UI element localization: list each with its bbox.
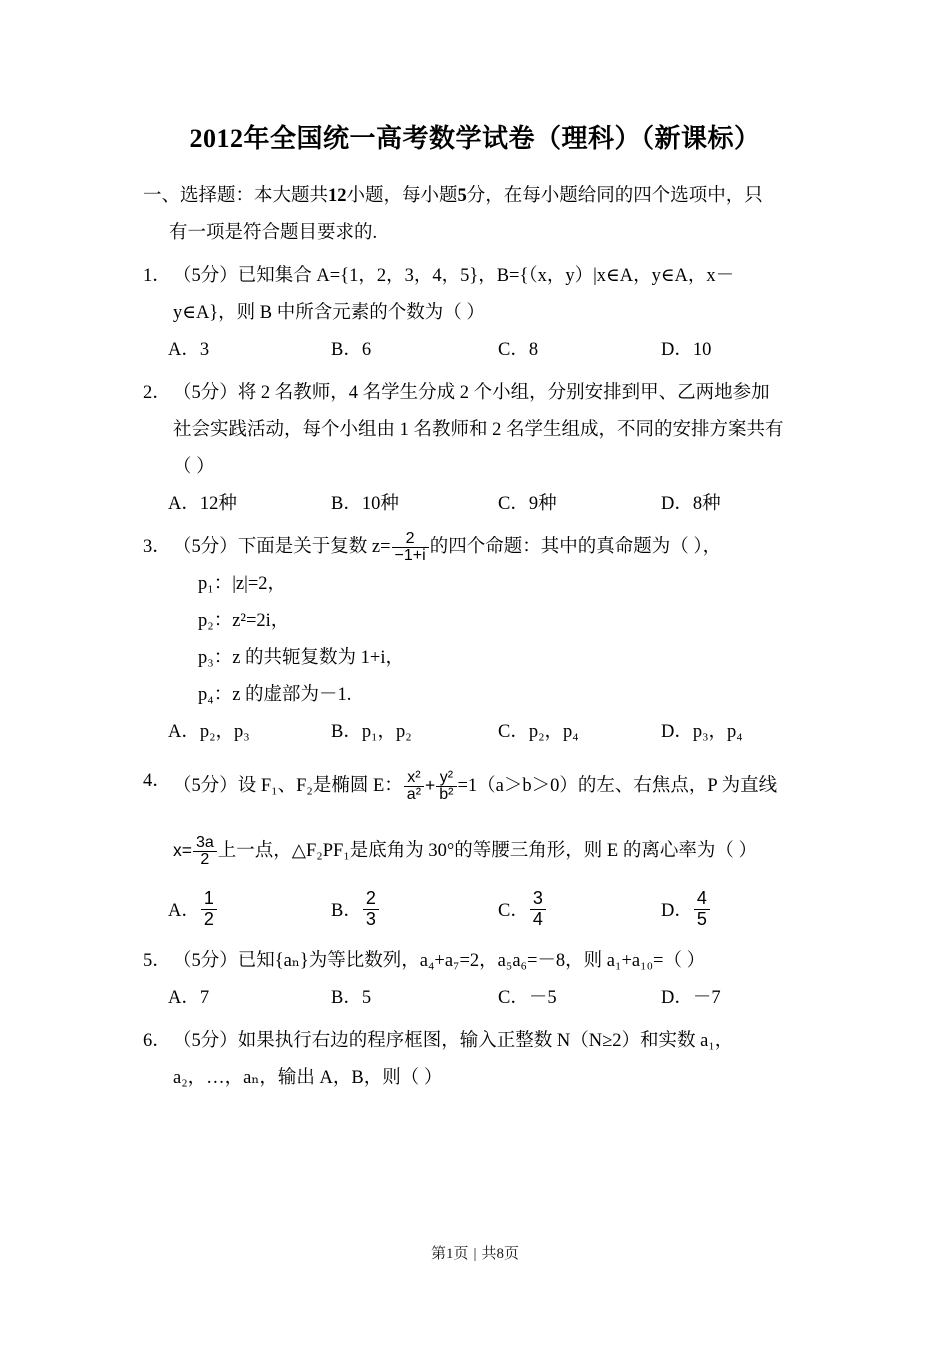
question-2-number: 2． bbox=[143, 383, 171, 403]
question-4 bbox=[143, 763, 819, 877]
question-4-x-numerator: x² bbox=[404, 770, 424, 788]
question-2-text-1: 将 2 名教师，4 名学生分成 2 个小组，分别安排到甲、乙两地参加 bbox=[237, 383, 770, 403]
question-4-option-a-denominator: 2 bbox=[203, 909, 214, 929]
question-3-option-c[interactable]: C．p₂，p₄ bbox=[498, 722, 579, 742]
question-5 bbox=[143, 943, 819, 980]
question-4-option-b[interactable] bbox=[331, 883, 380, 939]
question-4-options bbox=[143, 883, 819, 939]
question-1-number: 1． bbox=[143, 266, 171, 286]
question-4-number: 4． bbox=[143, 771, 171, 791]
question-3-proposition-3: p₃：z 的共轭复数为 1+i， bbox=[198, 648, 404, 668]
question-3-fraction bbox=[392, 531, 429, 566]
question-1-options bbox=[143, 332, 819, 369]
question-1-line-1 bbox=[173, 258, 819, 295]
question-3-options bbox=[143, 714, 819, 751]
question-3-number: 3． bbox=[143, 537, 171, 557]
question-3-fraction-numerator: 2 bbox=[392, 531, 429, 549]
question-5-option-d[interactable]: D．－7 bbox=[661, 988, 721, 1008]
question-1-score: （5分） bbox=[173, 266, 238, 286]
question-3-option-b[interactable]: B．p₁，p₂ bbox=[331, 722, 412, 742]
question-2-line-1 bbox=[173, 375, 819, 412]
question-6-score: （5分） bbox=[173, 1031, 238, 1051]
question-4-option-c-denominator: 4 bbox=[532, 909, 543, 929]
page-title-rest: 年全国统一高考数学试卷（理科）（新课标） bbox=[243, 124, 761, 153]
question-4-plus-sign: + bbox=[425, 775, 436, 795]
question-2-option-c[interactable]: C．9种 bbox=[498, 494, 557, 514]
question-4-line2-pre: x= bbox=[173, 840, 192, 860]
question-2-option-d[interactable]: D．8种 bbox=[661, 494, 721, 514]
footer-total-pages: 共8页 bbox=[481, 1246, 520, 1262]
question-4-option-d-denominator: 5 bbox=[696, 909, 707, 929]
question-4-score: （5分） bbox=[173, 776, 238, 796]
question-4-line-fraction-denominator: 2 bbox=[200, 851, 210, 869]
question-5-text-1: 已知{aₙ}为等比数列，a₄+a₇=2，a₅a₆=－8，则 a₁+a₁₀=（ ） bbox=[237, 951, 706, 971]
question-4-x-term bbox=[404, 770, 424, 805]
instructions-part2: 小题，每小题 bbox=[346, 186, 458, 206]
question-3-score: （5分） bbox=[173, 537, 238, 557]
question-5-options bbox=[143, 980, 819, 1017]
question-1-option-c[interactable]: C．8 bbox=[498, 340, 539, 360]
question-3-option-d[interactable]: D．p₃，p₄ bbox=[661, 722, 743, 742]
question-6 bbox=[143, 1023, 819, 1097]
question-1-option-b[interactable]: B．6 bbox=[331, 340, 372, 360]
question-4-option-b-label: B． bbox=[331, 901, 362, 921]
question-1-option-a[interactable]: A．3 bbox=[168, 340, 210, 360]
section-instructions bbox=[143, 178, 819, 252]
question-3-proposition-2: p₂：z²=2i， bbox=[198, 611, 290, 631]
question-3-body bbox=[143, 529, 819, 714]
question-4-option-a-label: A． bbox=[168, 901, 200, 921]
footer-separator: | bbox=[473, 1246, 477, 1262]
question-4-line-2 bbox=[173, 824, 819, 877]
question-4-line2-post: 上一点，△F₂PF₁是底角为 30°的等腰三角形，则 E 的离心率为（ ） bbox=[217, 841, 757, 861]
question-4-option-b-denominator: 3 bbox=[365, 909, 376, 929]
page-title-year: 2012 bbox=[189, 124, 244, 153]
question-1-line-2: y∈A}，则 B 中所含元素的个数为（ ） bbox=[173, 303, 485, 323]
question-6-number: 6． bbox=[143, 1031, 171, 1051]
question-6-line-1 bbox=[173, 1023, 819, 1060]
question-5-option-b[interactable]: B．5 bbox=[331, 988, 372, 1008]
question-4-option-c-fraction bbox=[530, 889, 546, 930]
instructions-line2: 有一项是符合题目要求的. bbox=[169, 223, 378, 243]
question-5-body bbox=[143, 943, 819, 980]
question-2-option-a[interactable]: A．12种 bbox=[168, 494, 237, 514]
question-1-option-d[interactable]: D．10 bbox=[661, 340, 712, 360]
question-2-options bbox=[143, 486, 819, 523]
question-4-option-d[interactable] bbox=[661, 883, 711, 939]
question-5-option-c[interactable]: C．－5 bbox=[498, 988, 557, 1008]
instructions-part1: 一、选择题：本大题共 bbox=[143, 186, 329, 206]
question-3 bbox=[143, 529, 819, 714]
question-5-score: （5分） bbox=[173, 951, 238, 971]
question-4-y-denominator: b² bbox=[439, 786, 454, 804]
footer-current-page: 第1页 bbox=[430, 1246, 469, 1262]
question-4-option-c[interactable] bbox=[498, 883, 547, 939]
question-4-text-post: =1（a＞b＞0）的左、右焦点，P 为直线 bbox=[457, 776, 778, 796]
question-1 bbox=[143, 258, 819, 332]
instructions-question-count: 12 bbox=[328, 186, 347, 206]
question-4-option-b-numerator: 2 bbox=[363, 889, 379, 910]
exam-body bbox=[143, 178, 819, 1097]
page-title bbox=[0, 118, 950, 155]
question-3-proposition-4: p₄：z 的虚部为－1. bbox=[198, 685, 352, 705]
question-2-body bbox=[143, 375, 819, 486]
question-4-line-fraction bbox=[193, 835, 217, 870]
question-4-option-d-label: D． bbox=[661, 901, 693, 921]
question-4-y-numerator: y² bbox=[436, 770, 456, 788]
question-4-text-pre: 设 F₁、F₂是椭圆 E： bbox=[237, 776, 403, 796]
question-1-text-1: 已知集合 A={1，2，3，4，5}，B={（x，y）|x∈A，y∈A，x－ bbox=[237, 266, 735, 286]
instructions-score-per-question: 5 bbox=[457, 186, 467, 206]
question-3-text-post: 的四个命题：其中的真命题为（ ）， bbox=[429, 537, 722, 557]
question-3-fraction-denominator: −1+i bbox=[394, 547, 426, 565]
question-4-option-b-fraction bbox=[363, 889, 379, 930]
question-4-option-d-numerator: 4 bbox=[694, 889, 710, 910]
question-4-option-a-numerator: 1 bbox=[201, 889, 217, 910]
question-2-line-3: （ ） bbox=[173, 457, 215, 477]
question-4-x-denominator: a² bbox=[406, 786, 422, 804]
question-1-body bbox=[143, 258, 819, 332]
question-5-number: 5． bbox=[143, 951, 171, 971]
question-3-proposition-1: p₁：|z|=2， bbox=[198, 574, 287, 594]
instructions-part3: 分，在每小题给同的四个选项中，只 bbox=[466, 186, 763, 206]
question-3-text-pre: 下面是关于复数 z= bbox=[237, 537, 391, 557]
question-4-option-c-label: C． bbox=[498, 901, 529, 921]
question-4-line-1 bbox=[173, 763, 819, 808]
question-6-line-2: a₂，…，aₙ，输出 A，B，则（ ） bbox=[173, 1068, 443, 1088]
question-4-y-term bbox=[436, 770, 456, 805]
question-4-option-d-fraction bbox=[694, 889, 710, 930]
question-4-line-fraction-numerator: 3a bbox=[193, 835, 217, 853]
question-5-line-1 bbox=[173, 943, 819, 980]
question-2-option-b[interactable]: B．10种 bbox=[331, 494, 399, 514]
question-3-option-a[interactable]: A．p₂，p₃ bbox=[168, 722, 250, 742]
question-3-line-1 bbox=[173, 529, 819, 566]
question-6-body bbox=[143, 1023, 819, 1097]
question-4-option-c-numerator: 3 bbox=[530, 889, 546, 910]
question-2-line-2: 社会实践活动，每个小组由 1 名教师和 2 名学生组成，不同的安排方案共有 bbox=[173, 420, 784, 440]
question-4-body bbox=[143, 763, 819, 877]
question-5-option-a[interactable]: A．7 bbox=[168, 988, 210, 1008]
question-4-option-a[interactable] bbox=[168, 883, 218, 939]
question-2 bbox=[143, 375, 819, 486]
page-footer bbox=[0, 1242, 950, 1263]
question-6-text-1: 如果执行右边的程序框图，输入正整数 N（N≥2）和实数 a₁， bbox=[237, 1031, 734, 1051]
question-4-option-a-fraction bbox=[201, 889, 217, 930]
question-2-score: （5分） bbox=[173, 383, 238, 403]
